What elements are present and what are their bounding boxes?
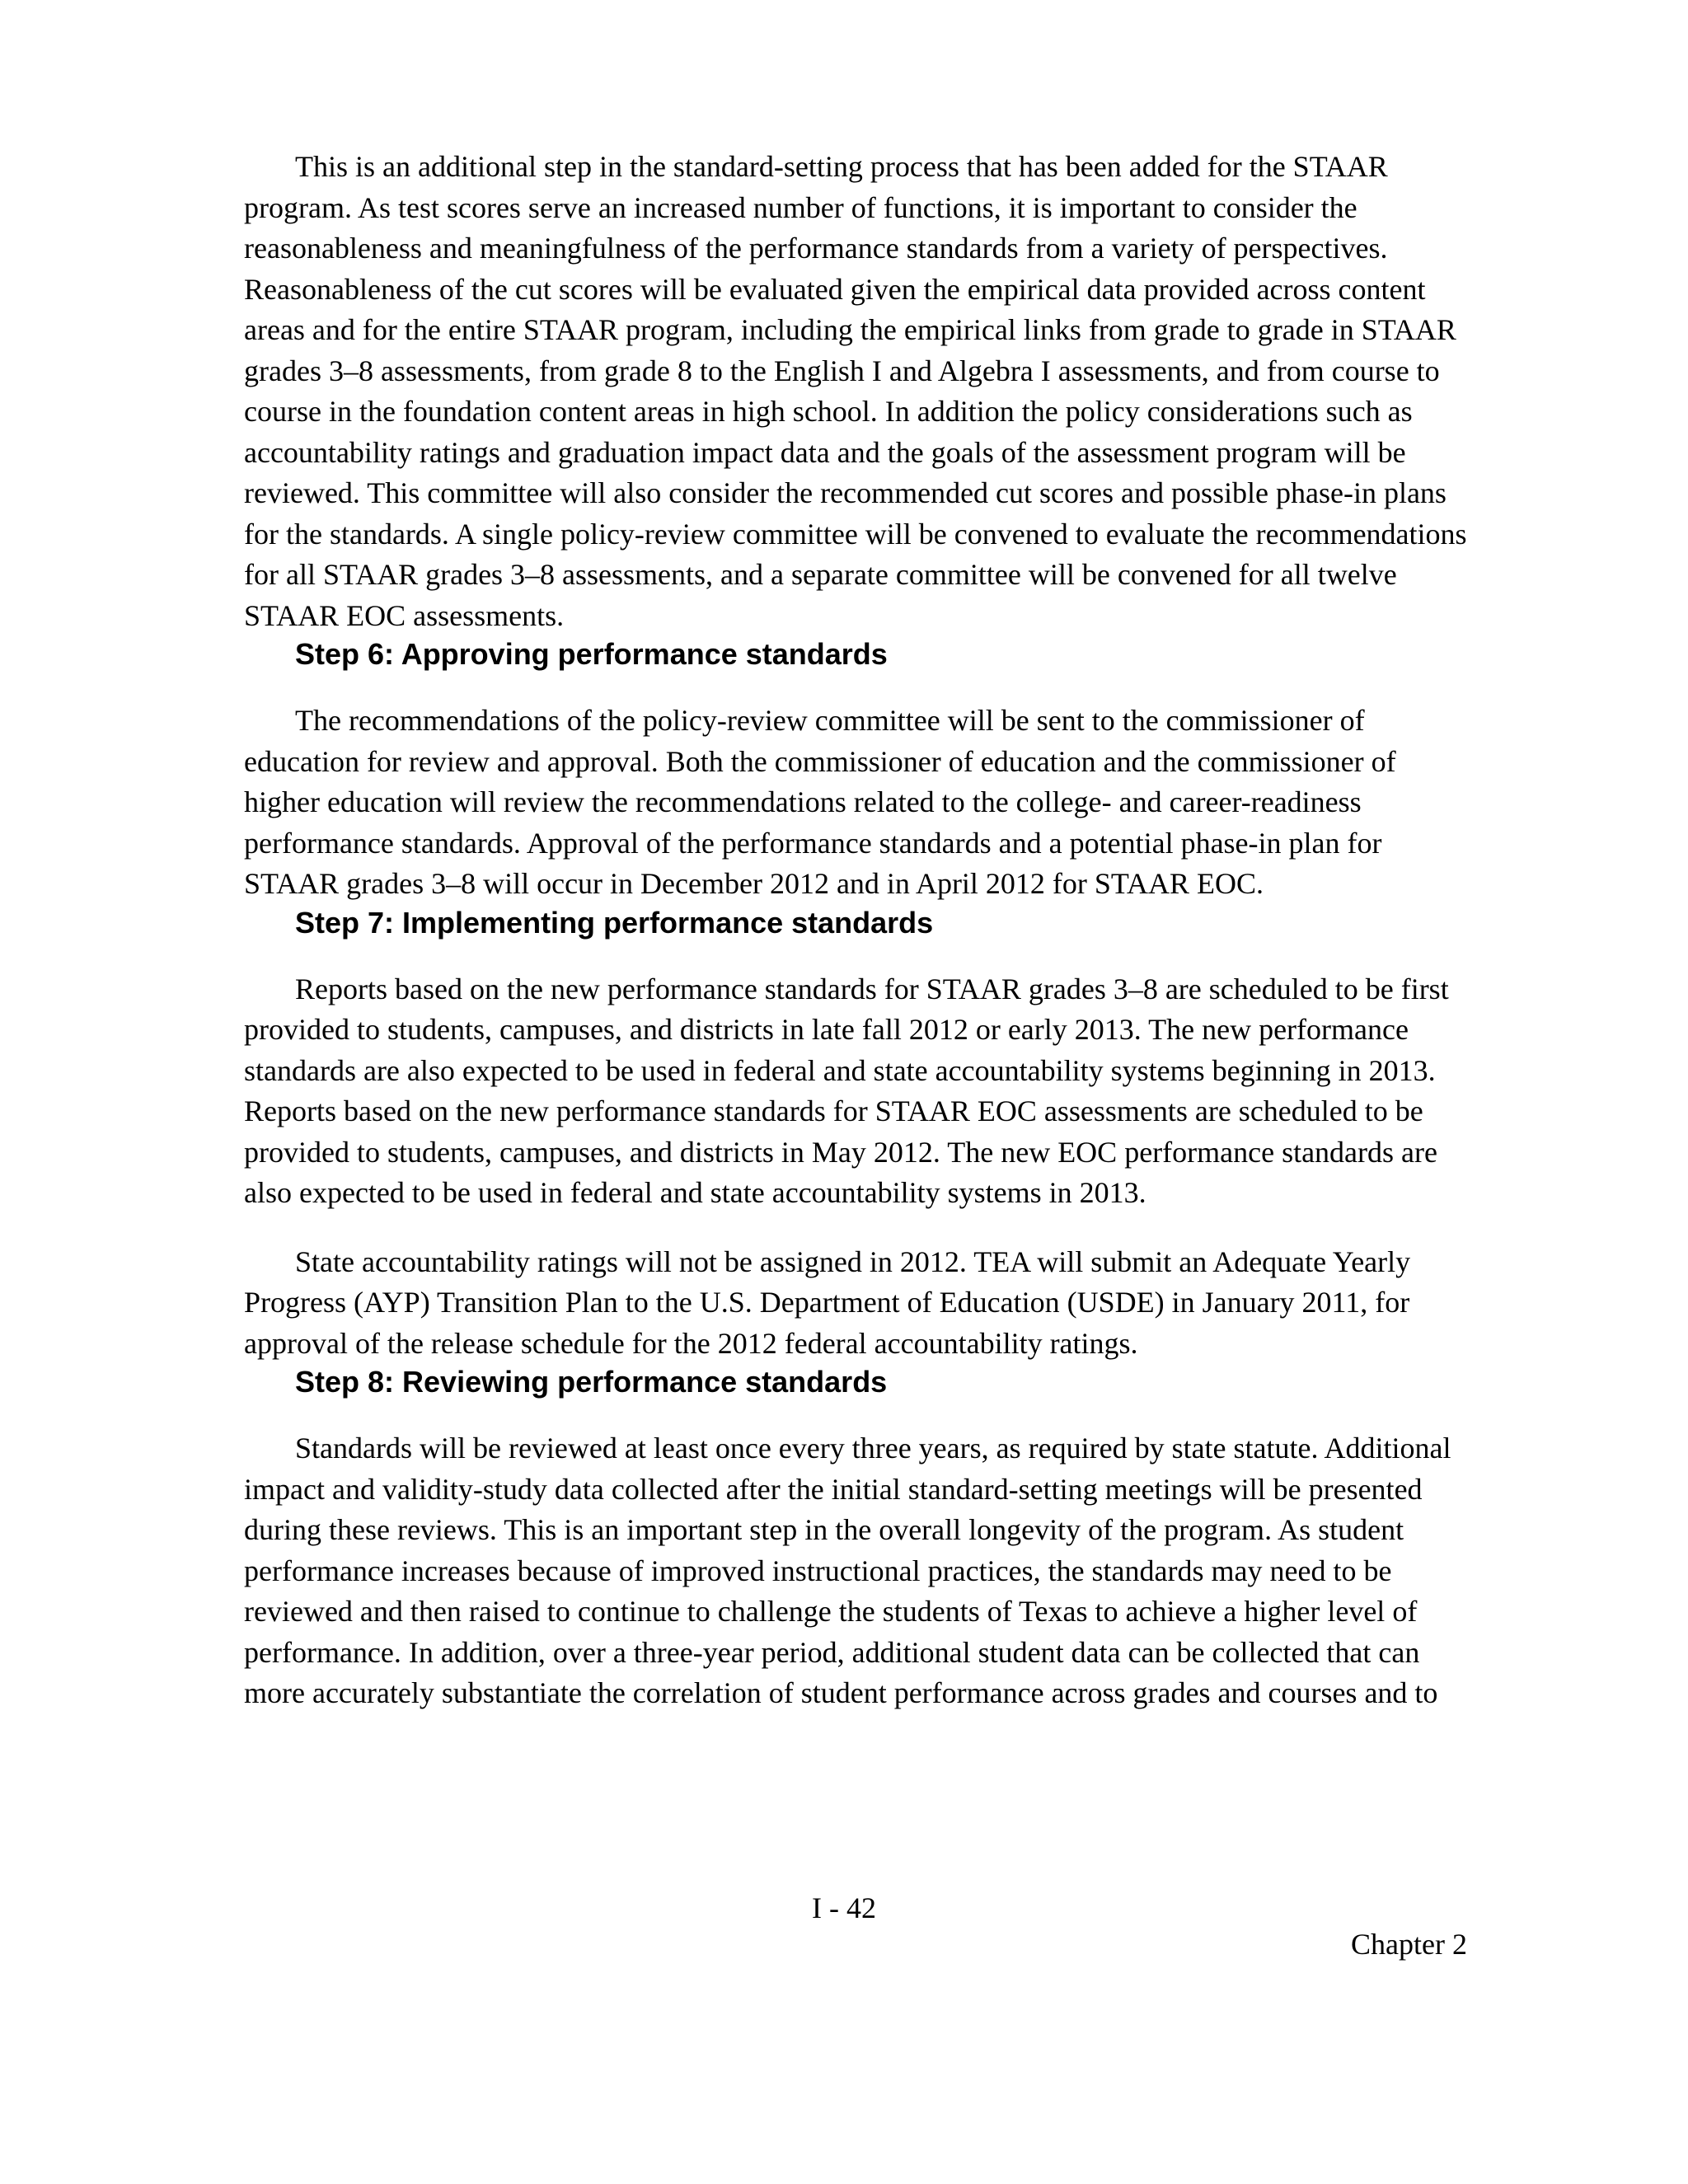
paragraph-accountability-ratings: State accountability ratings will not be assigned in 2012. TEA will submit an Adequate Yearly Progress (AYP) Transition Plan to the U.S. Department of Education (USDE) in January 2011, for approval of the release schedule for the 2012 federal accountability ratings. (244, 1244, 1411, 1360)
paragraph-approving-standards: The recommendations of the policy-review committee will be sent to the commissioner of education for review and approval. Both the commissioner of education and the commissioner of higher education will review the recommendations related to the college- and career-readiness performance standards. Approval of the performance standards and a potential phase-in plan for STAAR grades 3–8 will occur in December 2012 and in April 2012 for STAAR EOC. (244, 704, 1396, 900)
paragraph-reviewing-standards: Standards will be reviewed at least once every three years, as required by state statute. Additional impact and validity-study data collected after the initial standard-setting meetings will be presented during these reviews. This is an important step in the overall longevity of the program. As student performance increases because of improved instructional practices, the standards may need to be reviewed and then raised to continue to challenge the students of Texas to achieve a higher level of performance. In addition, over a three-year period, additional student data can be collected that can more accurately substantiate the correlation of student performance across grades and courses and to (244, 1432, 1451, 1709)
paragraph-implementing-standards: Reports based on the new performance standards for STAAR grades 3–8 are scheduled to be first provided to students, campuses, and districts in late fall 2012 or early 2013. The new performance standards are also expected to be used in federal and state accountability systems beginning in 2013. Reports based on the new performance standards for STAAR EOC assessments are scheduled to be provided to students, campuses, and districts in May 2012. The new EOC performance standards are also expected to be used in federal and state accountability systems in 2013. (244, 972, 1449, 1209)
heading-step-7: Step 7: Implementing performance standards (295, 905, 934, 940)
paragraph-policy-review: This is an additional step in the standard-setting process that has been added for the STAAR program. As test scores serve an increased number of functions, it is important to consider the reasonableness and meaningfulness of the performance standards from a variety of perspectives. Reasonableness of the cut scores will be evaluated given the empirical data provided across content areas and for the entire STAAR program, including the empirical links from grade to grade in STAAR grades 3–8 assessments, from grade 8 to the English I and Algebra I assessments, and from course to course in the foundation content areas in high school. In addition the policy considerations such as accountability ratings and graduation impact data and the goals of the assessment program will be reviewed. This committee will also consider the recommended cut scores and possible phase-in plans for the standards. A single policy-review committee will be convened to evaluate the recommendations for all STAAR grades 3–8 assessments, and a separate committee will be convened for all twelve STAAR EOC assessments. (244, 150, 1467, 632)
chapter-label: Chapter 2 (1351, 1928, 1467, 1961)
heading-step-8: Step 8: Reviewing performance standards (295, 1365, 888, 1399)
page-body (244, 147, 1467, 1714)
page-number: I - 42 (812, 1891, 876, 1924)
heading-step-6: Step 6: Approving performance standards (295, 637, 888, 671)
